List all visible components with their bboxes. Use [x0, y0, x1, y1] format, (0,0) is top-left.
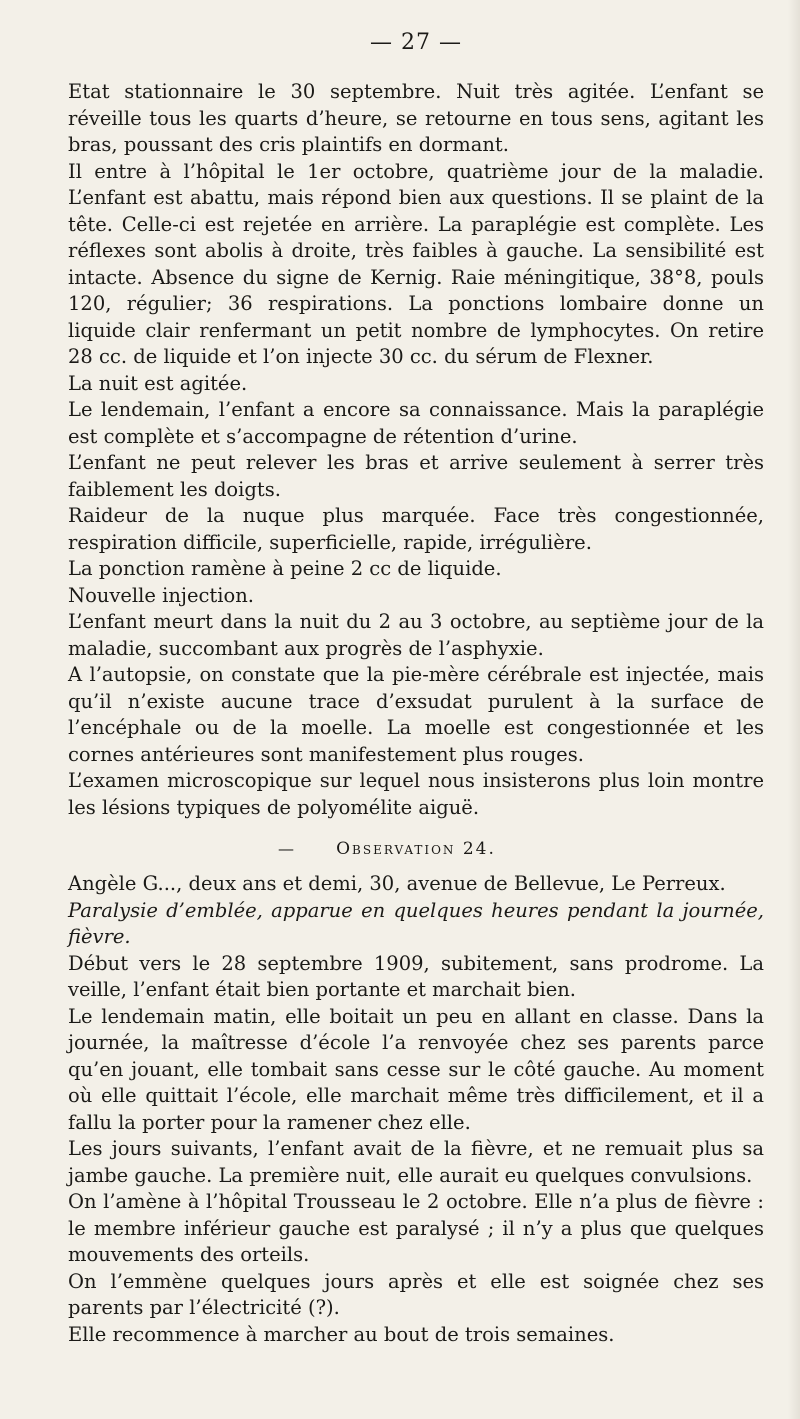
- paragraph: A l’autopsie, on constate que la pie-mère cérébrale est injectée, mais qu’il n’existe aucune trace d’exsudat purulent à la surface de l’encéphale ou de la moelle. La moelle est congestionnée et les cornes antérieures sont manifestement plus rouges.: [68, 663, 764, 766]
- paragraph: Les jours suivants, l’enfant avait de la fièvre, et ne remuait plus sa jambe gauche. La première nuit, elle aurait eu quelques convulsions.: [68, 1137, 764, 1187]
- paragraph: Le lendemain matin, elle boitait un peu en allant en classe. Dans la journée, la maîtresse d’école l’a renvoyée chez ses parents parce qu’en jouant, elle tombait sans cesse sur le côté gauche. Au moment où elle quittait l’école, elle marchait même très difficilement, et il a fallu la porter pour la ramener chez elle.: [68, 1004, 764, 1134]
- patient-line: Angèle G..., deux ans et demi, 30, avenue de Bellevue, Le Perreux.: [68, 872, 726, 895]
- paragraph: L’examen microscopique sur lequel nous insisterons plus loin montre les lésions typiques de polyomélite aiguë.: [68, 769, 764, 819]
- page-number: — 27 —: [370, 30, 462, 55]
- paragraph: On l’emmène quelques jours après et elle est soignée chez ses parents par l’électricité (?).: [68, 1269, 764, 1319]
- paragraph: La ponction ramène à peine 2 cc de liquide.: [68, 557, 502, 580]
- heading-dash: —: [278, 839, 296, 858]
- paragraph: On l’amène à l’hôpital Trousseau le 2 octobre. Elle n’a plus de fièvre : le membre inférieur gauche est paralysé ; il n’y a plus que quelques mouvements des orteils.: [68, 1190, 764, 1266]
- paragraph: La nuit est agitée.: [68, 371, 248, 395]
- text-body-top: [68, 79, 764, 821]
- italic-summary: Paralysie d’emblée, apparue en quelques heures pendant la journée, fièvre.: [68, 898, 764, 948]
- text-body-bottom: [68, 871, 764, 1348]
- paragraph: Début vers le 28 septembre 1909, subitement, sans prodrome. La veille, l’enfant était bien portante et marchait bien.: [68, 951, 764, 1001]
- paragraph: L’enfant ne peut relever les bras et arrive seulement à serrer très faiblement les doigts.: [68, 451, 764, 501]
- paragraph: Le lendemain, l’enfant a encore sa connaissance. Mais la paraplégie est complète et s’accompagne de rétention d’urine.: [68, 398, 764, 448]
- paragraph: Il entre à l’hôpital le 1er octobre, quatrième jour de la maladie. L’enfant est abattu, mais répond bien aux questions. Il se plaint de la tête. Celle-ci est rejetée en arrière. La paraplégie est complète. Les réflexes sont abolis à droite, très faibles à gauche. La sensibilité est intacte. Absence du signe de Kernig. Raie méningitique, 38°8, pouls 120, régulier; 36 respirations. La ponctions lombaire donne un liquide clair renfermant un petit nombre de lymphocytes. On retire 28 cc. de liquide et l’on injecte 30 cc. du sérum de Flexner.: [68, 159, 764, 368]
- observation-title: Observation 24.: [336, 839, 496, 859]
- paragraph: L’enfant meurt dans la nuit du 2 au 3 octobre, au septième jour de la maladie, succombant aux progrès de l’asphyxie.: [68, 610, 764, 660]
- paragraph: Elle recommence à marcher au bout de trois semaines.: [68, 1322, 615, 1346]
- paragraph: Raideur de la nuque plus marquée. Face très congestionnée, respiration difficile, superficielle, rapide, irrégulière.: [68, 504, 764, 554]
- observation-heading: [68, 839, 764, 859]
- paragraph: Nouvelle injection.: [68, 583, 255, 607]
- page-edge-shadow: [788, 0, 800, 1419]
- paragraph: Etat stationnaire le 30 septembre. Nuit très agitée. L’enfant se réveille tous les quarts d’heure, se retourne en tous sens, agitant les bras, poussant des cris plaintifs en dormant.: [68, 80, 764, 156]
